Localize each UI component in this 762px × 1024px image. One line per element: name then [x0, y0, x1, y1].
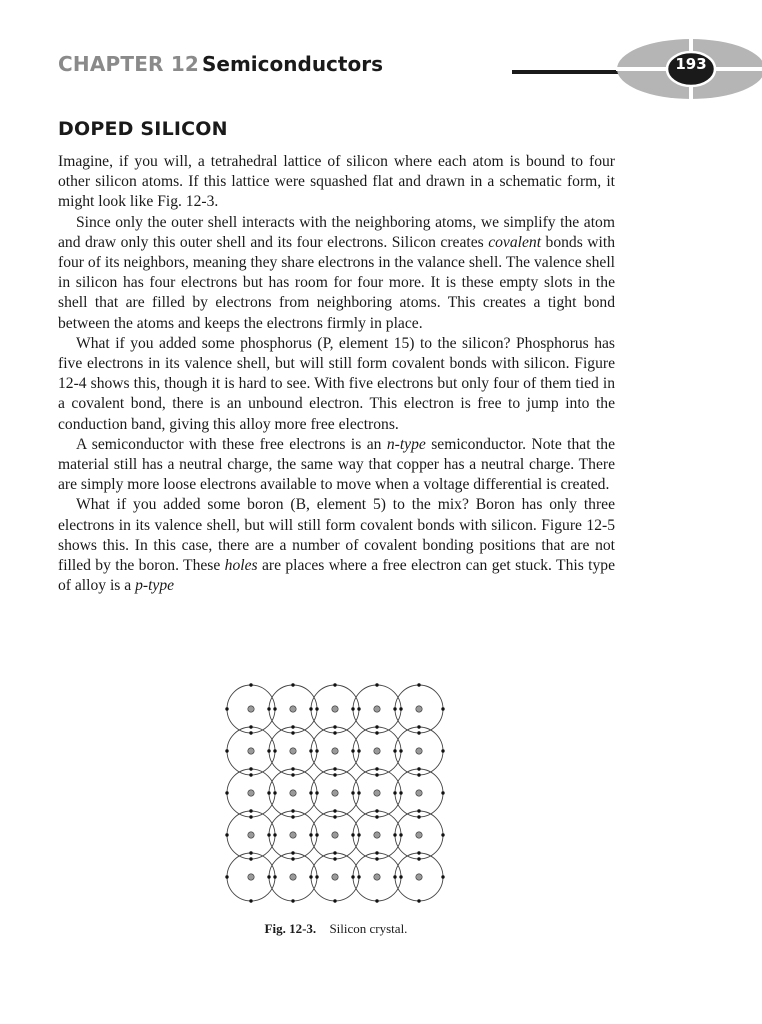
electron-dot [375, 683, 378, 686]
electron-dot [315, 875, 318, 878]
electron-dot [333, 767, 336, 770]
silicon-nucleus [332, 874, 338, 880]
electron-dot [333, 731, 336, 734]
silicon-nucleus [416, 832, 422, 838]
silicon-nucleus [374, 874, 380, 880]
electron-dot [291, 773, 294, 776]
electron-dot [441, 875, 444, 878]
electron-dot [291, 731, 294, 734]
electron-dot [309, 707, 312, 710]
page-number: 193 [675, 55, 707, 73]
electron-dot [417, 767, 420, 770]
electron-dot [441, 791, 444, 794]
silicon-nucleus [332, 832, 338, 838]
electron-dot [333, 725, 336, 728]
electron-dot [249, 725, 252, 728]
electron-dot [333, 857, 336, 860]
electron-dot [267, 833, 270, 836]
electron-dot [417, 683, 420, 686]
electron-dot [375, 773, 378, 776]
silicon-nucleus [416, 748, 422, 754]
electron-dot [291, 815, 294, 818]
electron-dot [267, 707, 270, 710]
electron-dot [351, 707, 354, 710]
text-run: bonds with four of its neighbors, meaning they share electrons in the valance shell. The valence shell in silicon has four electrons but has room for four more. It is these empty slots in the shell that are filled by electrons from neighboring atoms. This creates a tight bond between the atoms and keeps the electrons firmly in place. [58, 233, 615, 332]
electron-dot [333, 809, 336, 812]
silicon-nucleus [290, 706, 296, 712]
figure-caption-text: Silicon crystal. [329, 921, 408, 936]
electron-dot [315, 707, 318, 710]
silicon-nucleus [332, 706, 338, 712]
electron-dot [273, 791, 276, 794]
electron-dot [309, 875, 312, 878]
italic-term: n-type [386, 435, 426, 453]
electron-dot [375, 857, 378, 860]
electron-dot [417, 851, 420, 854]
electron-dot [441, 707, 444, 710]
electron-dot [291, 683, 294, 686]
silicon-nucleus [248, 790, 254, 796]
chapter-title: Semiconductors [202, 52, 383, 76]
chapter-label: CHAPTER 12 [58, 52, 200, 76]
electron-dot [417, 809, 420, 812]
electron-dot [333, 851, 336, 854]
electron-dot [273, 707, 276, 710]
silicon-nucleus [248, 748, 254, 754]
electron-dot [249, 683, 252, 686]
page-number-badge [616, 38, 762, 100]
silicon-nucleus [332, 748, 338, 754]
silicon-nucleus [290, 874, 296, 880]
page-header [58, 50, 718, 90]
electron-dot [351, 749, 354, 752]
electron-dot [393, 707, 396, 710]
electron-dot [351, 791, 354, 794]
silicon-nucleus [248, 706, 254, 712]
text-run: What if you added some phosphorus (P, element 15) to the silicon? Phosphorus has five electrons in its valence shell, but will still form covalent bonds with silicon. Figure 12-4 shows this, though it is hard to see. With five electrons but only four of them tied in a covalent bond, there is an unbound electron. This electron is free to jump into the conduction band, giving this alloy more free electrons. [58, 334, 615, 433]
electron-dot [375, 899, 378, 902]
electron-dot [315, 791, 318, 794]
text-run: semiconductor. Note that the material still has a neutral charge, the same way that copper has a neutral charge. There are simply more loose electrons available to move when a voltage differential is created. [58, 435, 615, 494]
silicon-nucleus [416, 874, 422, 880]
electron-dot [375, 725, 378, 728]
silicon-nucleus [290, 748, 296, 754]
electron-dot [333, 815, 336, 818]
electron-dot [309, 791, 312, 794]
electron-dot [315, 749, 318, 752]
electron-dot [417, 773, 420, 776]
electron-dot [417, 725, 420, 728]
electron-dot [249, 767, 252, 770]
paragraph [58, 213, 615, 334]
electron-dot [357, 875, 360, 878]
electron-dot [249, 815, 252, 818]
silicon-nucleus [416, 706, 422, 712]
electron-dot [399, 707, 402, 710]
electron-dot [417, 815, 420, 818]
figure-label: Fig. 12-3. [264, 921, 317, 936]
electron-dot [393, 749, 396, 752]
electron-dot [399, 749, 402, 752]
electron-dot [393, 791, 396, 794]
text-run: Imagine, if you will, a tetrahedral lattice of silicon where each atom is bound to four other silicon atoms. If this lattice were squashed flat and drawn in a schematic form, it might look like Fig. 12-3. [58, 153, 615, 211]
electron-dot [375, 767, 378, 770]
electron-dot [333, 683, 336, 686]
electron-dot [291, 809, 294, 812]
silicon-nucleus [332, 790, 338, 796]
electron-dot [273, 749, 276, 752]
electron-dot [417, 899, 420, 902]
silicon-nucleus [248, 832, 254, 838]
electron-dot [357, 833, 360, 836]
text-run: are places where a free electron can get stuck. This type of alloy is a [58, 557, 615, 595]
electron-dot [315, 833, 318, 836]
section-title: DOPED SILICON [58, 118, 228, 140]
electron-dot [291, 857, 294, 860]
paragraph [58, 495, 615, 596]
silicon-nucleus [290, 790, 296, 796]
electron-dot [249, 731, 252, 734]
electron-dot [441, 833, 444, 836]
paragraph [58, 334, 615, 435]
silicon-crystal-figure [222, 678, 448, 912]
electron-dot [357, 791, 360, 794]
silicon-nucleus [374, 790, 380, 796]
electron-dot [393, 875, 396, 878]
silicon-lattice-diagram [222, 678, 448, 912]
silicon-nucleus [374, 832, 380, 838]
electron-dot [267, 749, 270, 752]
electron-dot [267, 791, 270, 794]
silicon-nucleus [374, 706, 380, 712]
electron-dot [291, 899, 294, 902]
electron-dot [249, 851, 252, 854]
electron-dot [309, 833, 312, 836]
paragraph [58, 152, 615, 213]
electron-dot [333, 899, 336, 902]
electron-dot [375, 815, 378, 818]
electron-dot [249, 773, 252, 776]
silicon-nucleus [290, 832, 296, 838]
electron-dot [225, 791, 228, 794]
italic-term: p-type [135, 577, 175, 595]
italic-term: covalent [488, 233, 542, 251]
electron-dot [399, 833, 402, 836]
electron-dot [375, 851, 378, 854]
electron-dot [249, 899, 252, 902]
electron-dot [357, 749, 360, 752]
silicon-nucleus [374, 748, 380, 754]
electron-dot [273, 875, 276, 878]
electron-dot [333, 773, 336, 776]
electron-dot [399, 875, 402, 878]
electron-dot [351, 875, 354, 878]
electron-dot [393, 833, 396, 836]
body-text [58, 152, 615, 596]
electron-dot [417, 731, 420, 734]
electron-dot [291, 851, 294, 854]
electron-dot [225, 707, 228, 710]
electron-dot [375, 731, 378, 734]
electron-dot [309, 749, 312, 752]
electron-dot [249, 809, 252, 812]
electron-dot [273, 833, 276, 836]
electron-dot [357, 707, 360, 710]
electron-dot [417, 857, 420, 860]
silicon-nucleus [248, 874, 254, 880]
paragraph [58, 435, 615, 496]
electron-dot [399, 791, 402, 794]
electron-dot [225, 749, 228, 752]
electron-dot [291, 767, 294, 770]
electron-dot [441, 749, 444, 752]
silicon-nucleus [416, 790, 422, 796]
figure-caption [0, 921, 672, 937]
text-run: What if you added some boron (B, element 5) to the mix? Boron has only three electrons in its valence shell, but will still form covalent bonds with silicon. Figure 12-5 shows this. In this case, there are a number of covalent bonding positions that are not filled by the boron. These [58, 496, 615, 575]
italic-term: holes [224, 557, 258, 575]
electron-dot [225, 833, 228, 836]
electron-dot [351, 833, 354, 836]
text-run: Since only the outer shell interacts with the neighboring atoms, we simplify the atom and draw only this outer shell and its four electrons. Silicon creates [58, 213, 615, 251]
electron-dot [291, 725, 294, 728]
text-run: A semiconductor with these free electrons is an [76, 435, 387, 453]
electron-dot [375, 809, 378, 812]
electron-dot [249, 857, 252, 860]
electron-dot [267, 875, 270, 878]
electron-dot [225, 875, 228, 878]
